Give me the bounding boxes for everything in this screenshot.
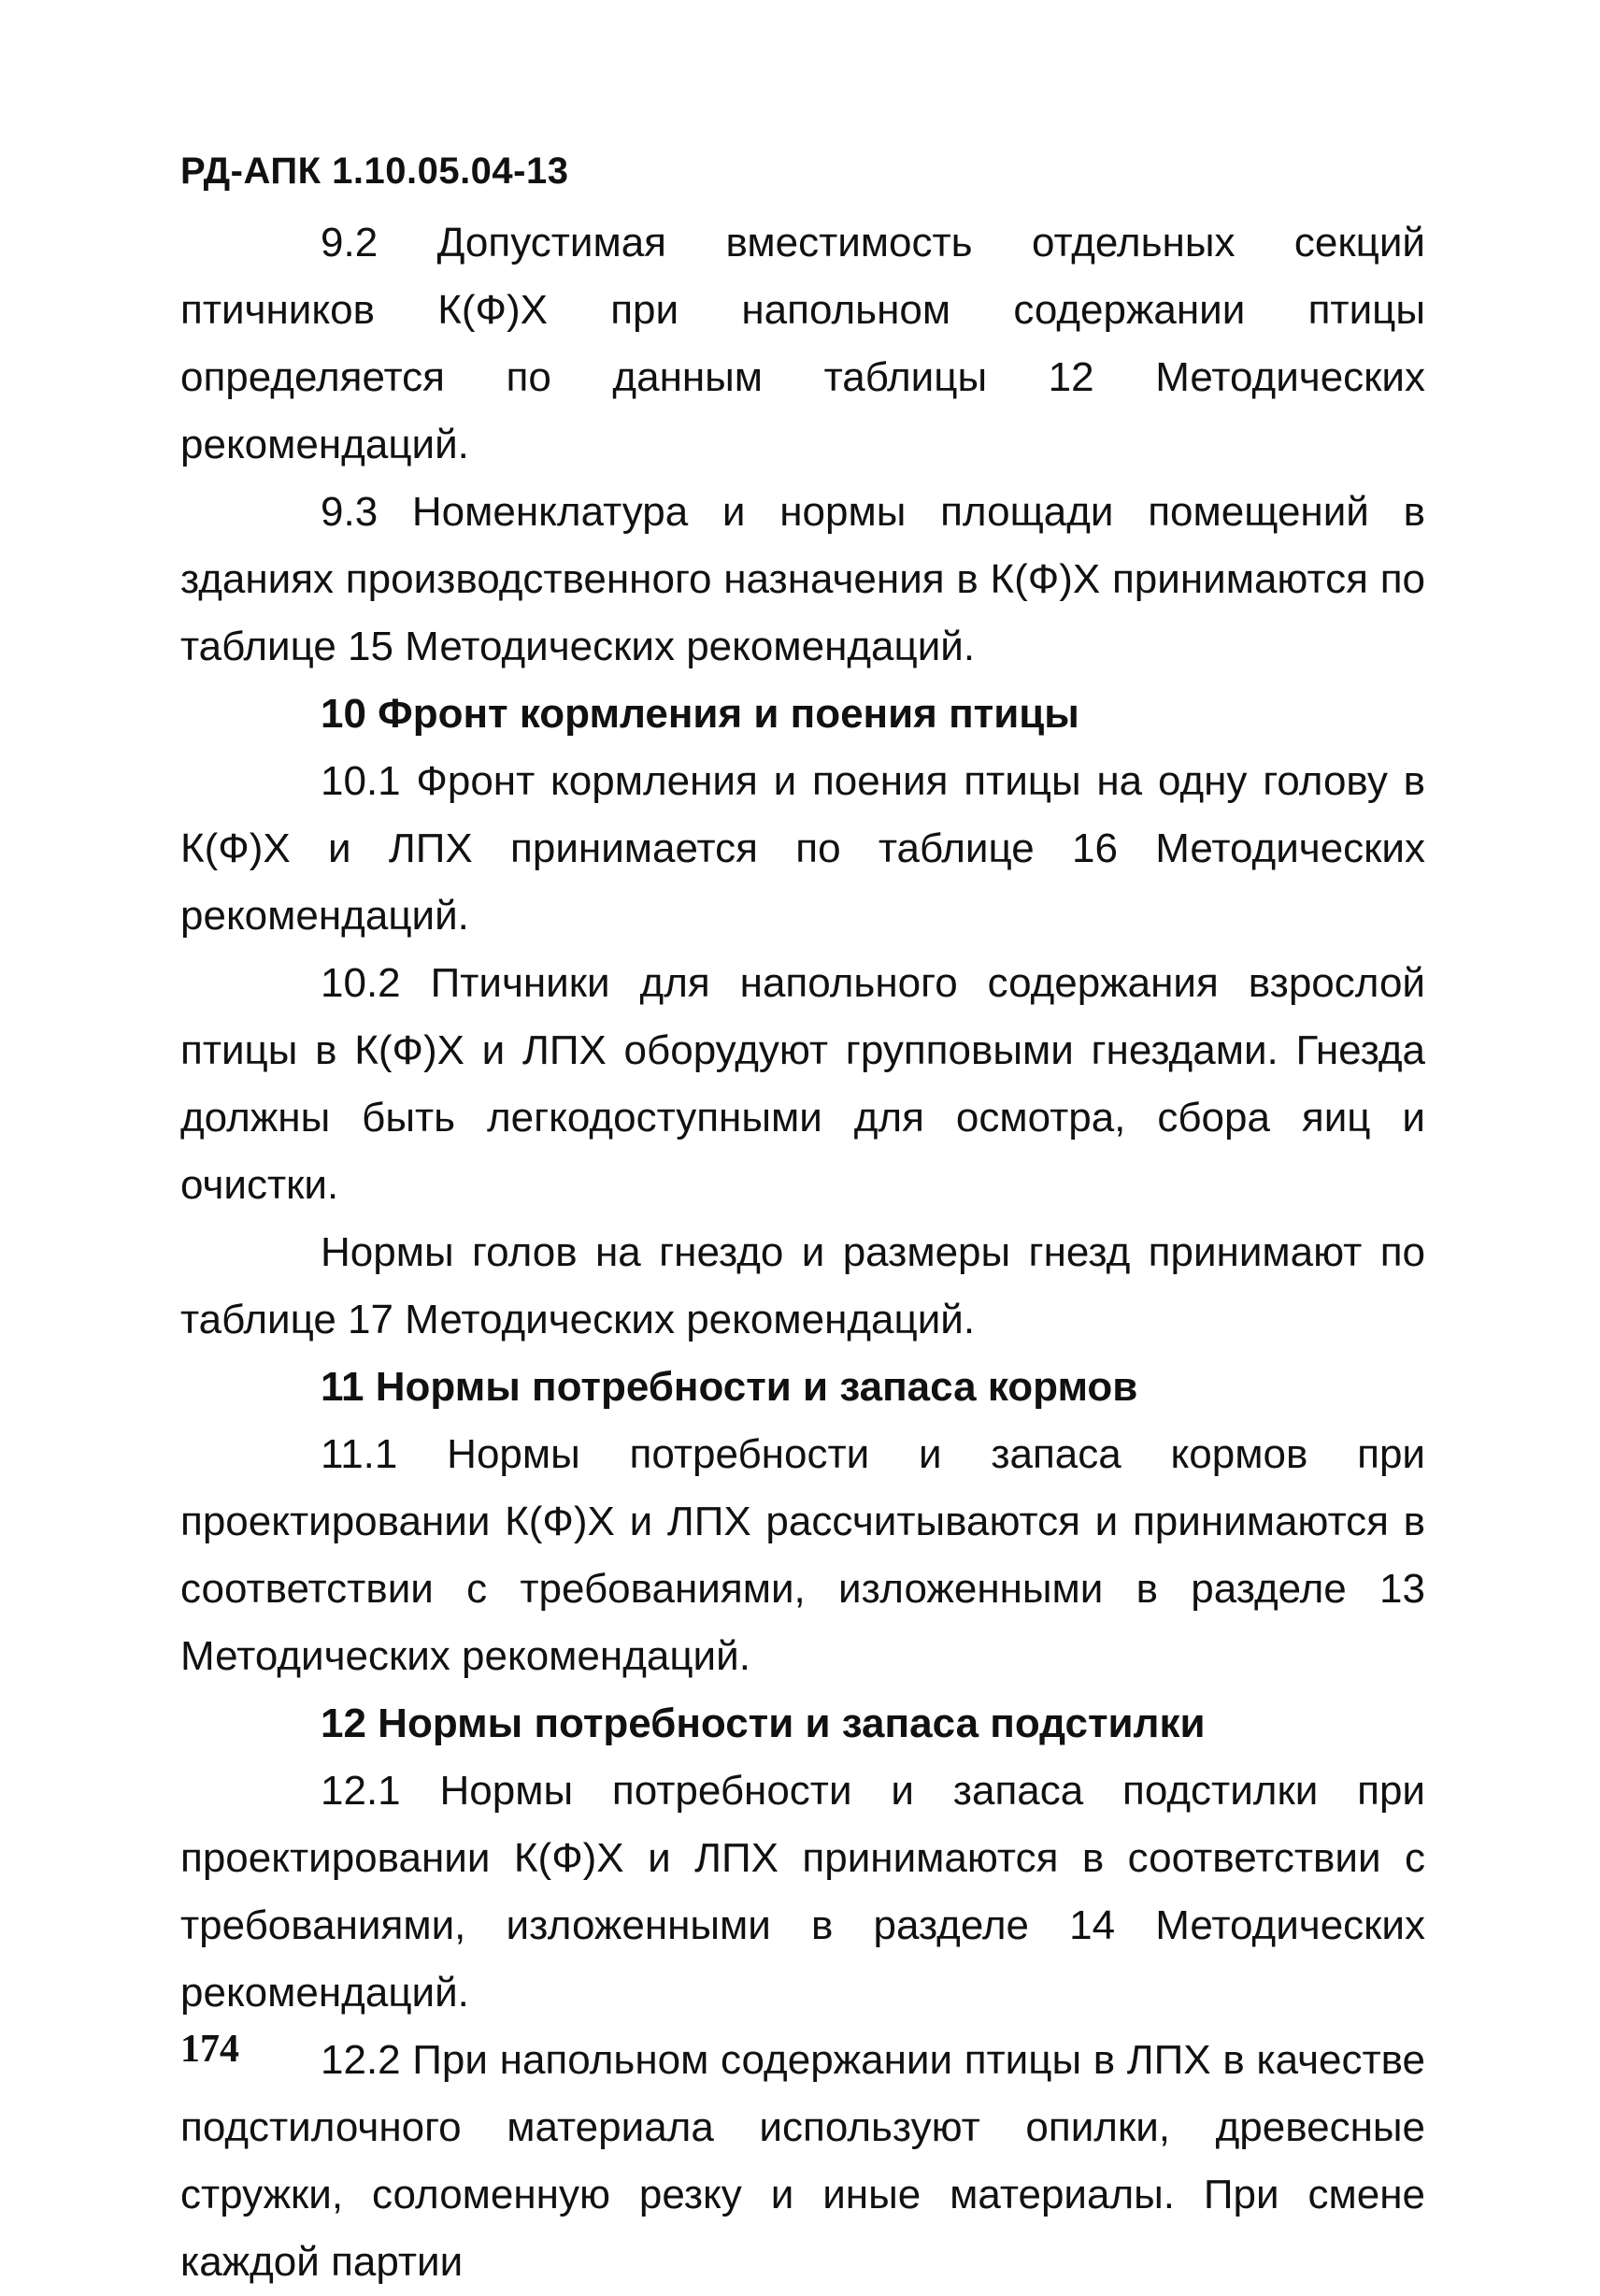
page-number: 174 bbox=[180, 2028, 239, 2071]
section-heading-11: 11 Нормы потребности и запаса кормов bbox=[321, 1364, 1138, 1410]
paragraph-11-1: 11.1 Нормы потребности и запаса кормов при проектировании К(Ф)Х и ЛПХ рассчитываются и принимаются в соответствии с требованиями, изложенными в разделе 13 Методических рекомендаций. bbox=[180, 1431, 1425, 1679]
section-heading-12: 12 Нормы потребности и запаса подстилки bbox=[321, 1700, 1206, 1746]
paragraph-10-2-nests: Нормы голов на гнездо и размеры гнезд принимают по таблице 17 Методических рекомендаций. bbox=[180, 1229, 1425, 1342]
paragraph-12-2: 12.2 При напольном содержании птицы в ЛПХ в качестве подстилочного материала используют опилки, древесные стружки, соломенную резку и иные материалы. При смене каждой партии bbox=[180, 2037, 1425, 2285]
document-body bbox=[180, 209, 1425, 2296]
paragraph-12-1: 12.1 Нормы потребности и запаса подстилки при проектировании К(Ф)Х и ЛПХ принимаются в соответствии с требованиями, изложенными в разделе 14 Методических рекомендаций. bbox=[180, 1768, 1425, 2016]
paragraph-10-2: 10.2 Птичники для напольного содержания взрослой птицы в К(Ф)Х и ЛПХ оборудуют групповыми гнездами. Гнезда должны быть легкодоступными для осмотра, сбора яиц и очистки. bbox=[180, 960, 1425, 1208]
document-code-header: РД-АПК 1.10.05.04-13 bbox=[180, 151, 569, 192]
section-heading-10: 10 Фронт кормления и поения птицы bbox=[321, 691, 1079, 737]
paragraph-9-2: 9.2 Допустимая вместимость отдельных секций птичников К(Ф)Х при напольном содержании птицы определяется по данным таблицы 12 Методических рекомендаций. bbox=[180, 220, 1425, 467]
paragraph-9-3: 9.3 Номенклатура и нормы площади помещений в зданиях производственного назначения в К(Ф)Х принимаются по таблице 15 Методических рекомендаций. bbox=[180, 489, 1425, 669]
paragraph-10-1: 10.1 Фронт кормления и поения птицы на одну голову в К(Ф)Х и ЛПХ принимается по таблице 16 Методических рекомендаций. bbox=[180, 758, 1425, 939]
